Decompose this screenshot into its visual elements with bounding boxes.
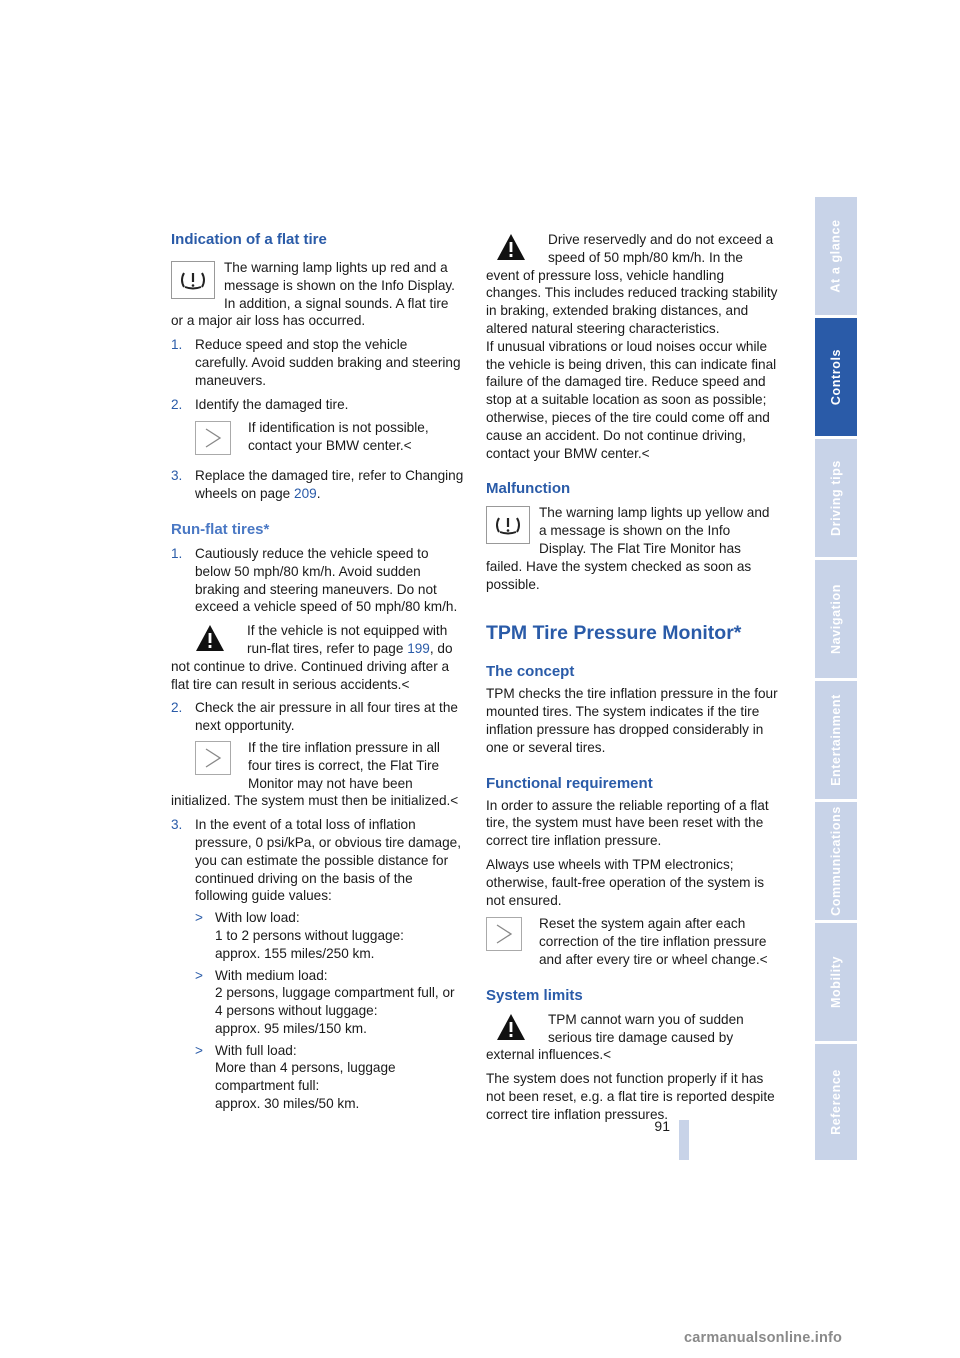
- tab-controls[interactable]: Controls: [815, 318, 857, 436]
- page-number: 91: [654, 1118, 670, 1134]
- guide-value-full-load: > With full load: More than 4 persons, luggage compartment full: approx. 30 miles/50 km.: [195, 1042, 396, 1112]
- reset-note: Reset the system again after each correction of the tire inflation pressure and after every tire or wheel change.<: [486, 915, 779, 968]
- tab-reference[interactable]: Reference: [815, 1044, 857, 1160]
- tab-driving-tips[interactable]: Driving tips: [815, 439, 857, 557]
- system-limits-heading: System limits: [486, 986, 583, 1004]
- concept-heading: The concept: [486, 663, 575, 681]
- page-number-bar: [679, 1120, 689, 1160]
- functional-text-1: In order to assure the reliable reporting of a flat tire, the system must have been reset with the correct tire inflation pressure.: [486, 797, 769, 849]
- tab-entertainment[interactable]: Entertainment: [815, 681, 857, 799]
- tab-mobility[interactable]: Mobility: [815, 923, 857, 1041]
- run-flat-step-1: 1. Cautiously reduce the vehicle speed to below 50 mph/80 km/h. Avoid sudden braking and steering maneuvers. Do not exceed a vehicle speed of 50 mph/80 km/h.: [171, 545, 458, 615]
- step-3: 3. Replace the damaged tire, refer to Changing wheels on page 209.: [171, 468, 464, 502]
- initialization-note: If the tire inflation pressure in all four tires is correct, the Flat Tire Monitor may not have been initialized. The system must then be initialized.<: [171, 739, 459, 809]
- tire-warning-lamp-icon: [171, 261, 215, 299]
- run-flat-step-2: 2. Check the air pressure in all four tires at the next opportunity.: [171, 700, 458, 734]
- malfunction-heading: Malfunction: [486, 480, 571, 498]
- right-column: [486, 231, 779, 1123]
- note-arrow-icon: [486, 917, 530, 955]
- page-link-209[interactable]: 209: [294, 486, 317, 502]
- tpm-heading: TPM Tire Pressure Monitor*: [486, 622, 742, 645]
- flat-tire-note: The warning lamp lights up red and a message is shown on the Info Display. In addition, a signal sounds. A flat tire or a major air loss has occurred.: [171, 260, 455, 329]
- tab-navigation[interactable]: Navigation: [815, 560, 857, 678]
- step-1: 1. Reduce speed and stop the vehicle carefully. Avoid sudden braking and steering maneuvers.: [171, 337, 461, 388]
- warning-triangle-icon: [195, 624, 225, 652]
- functional-requirement-heading: Functional requirement: [486, 774, 653, 792]
- malfunction-note: The warning lamp lights up yellow and a message is shown on the Info Display. The Flat Tire Monitor has failed. Have the system checked as soon as possible.: [486, 505, 770, 592]
- step-2: 2. Identify the damaged tire.: [171, 396, 349, 412]
- note-arrow-icon: [195, 741, 239, 779]
- tire-warning-lamp-icon: [486, 506, 530, 544]
- warning-triangle-icon: [496, 233, 526, 261]
- guide-value-low-load: > With low load: 1 to 2 persons without luggage: approx. 155 miles/250 km.: [195, 910, 404, 961]
- warning-triangle-icon: [496, 1013, 526, 1041]
- system-limits-text: The system does not function properly if it has not been reset, e.g. a flat tire is reported despite correct tire inflation pressures.: [486, 1071, 775, 1122]
- tab-at-a-glance[interactable]: At a glance: [815, 197, 857, 315]
- page-link-199[interactable]: 199: [407, 640, 430, 656]
- guide-value-medium-load: > With medium load: 2 persons, luggage compartment full, or 4 persons without luggage: approx. 95 miles/150 km.: [195, 967, 455, 1036]
- system-limits-warning: TPM cannot warn you of sudden serious tire damage caused by external influences.<: [486, 1011, 744, 1063]
- functional-text-2: Always use wheels with TPM electronics; otherwise, fault-free operation of the system is not ensured.: [486, 856, 765, 908]
- run-flat-step-3: 3. In the event of a total loss of inflation pressure, 0 psi/kPa, or obvious tire damage, you can estimate the possible distance for continued driving on the basis of the following guide values: > With low load: 1 to 2 persons without luggage: approx. 155 miles/250 km. > With medium load: 2 persons, luggage compartment full, or 4 persons without luggage: approx. 95 miles/150 km. > With full load: More than 4 persons, luggage compartment full: approx. 30 miles/50 km.: [171, 816, 464, 1113]
- left-column: [171, 231, 464, 1113]
- run-flat-heading: Run-flat tires*: [171, 520, 270, 538]
- chapter-sidebar: [815, 197, 857, 1160]
- tab-communications[interactable]: Communications: [815, 802, 857, 920]
- watermark: carmanualsonline.info: [684, 1330, 843, 1346]
- drive-reservedly-warning: Drive reservedly and do not exceed a speed of 50 mph/80 km/h. In the event of pressure loss, vehicle handling changes. This includes reduced tracking stability in braking, extended braking distances, and altered natural steering characteristics. If unusual vibrations or loud noises occur while the vehicle is being driven, this can indicate final failure of the damaged tire. Reduce speed and stop at a suitable location as soon as possible; otherwise, pieces of the tire could come off and cause an accident. Do not continue driving, contact your BMW center.<: [486, 232, 778, 461]
- flat-tire-heading: Indication of a flat tire: [171, 231, 327, 248]
- note-arrow-icon: [195, 421, 239, 459]
- run-flat-warning: If the vehicle is not equipped with run-flat tires, refer to page 199, do not continue to drive. Continued driving after a flat tire can result in serious accidents.<: [171, 623, 453, 692]
- concept-text: TPM checks the tire inflation pressure in the four mounted tires. The system indicates if the tire inflation pressure has dropped considerably in one or several tires.: [486, 686, 778, 755]
- step-2-note: If identification is not possible, contact your BMW center.<: [171, 419, 464, 461]
